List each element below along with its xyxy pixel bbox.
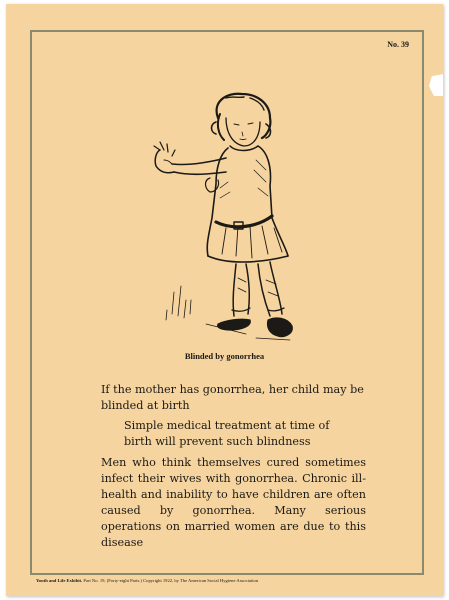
torn-corner [429, 74, 443, 96]
footer-text: Part No. 19, (Forty-eight Parts.) Copyright 1922, by The American Social Hygiene Association [83, 578, 259, 583]
footer-title: Youth and Life Exhibit. [36, 578, 83, 583]
copyright-footer [36, 578, 426, 583]
illustration-caption: Blinded by gonorrhea [184, 351, 265, 361]
plate-number: No. 39 [387, 40, 409, 49]
poster-page [6, 4, 443, 596]
child-illustration [146, 88, 316, 348]
paragraph-mother-blindness: If the mother has gonorrhea, her child may be blinded at birth [101, 383, 364, 412]
paragraph-treatment: Simple medical treatment at time of birth will prevent such blindness [124, 419, 330, 448]
paragraph-men-infect-wives: Men who think themselves cured sometimes infect their wives with gonorrhea. Chronic ill-health and inability to have children are often caused by gonorrhea. Many serious operations on married women are due to this disease [101, 456, 366, 549]
